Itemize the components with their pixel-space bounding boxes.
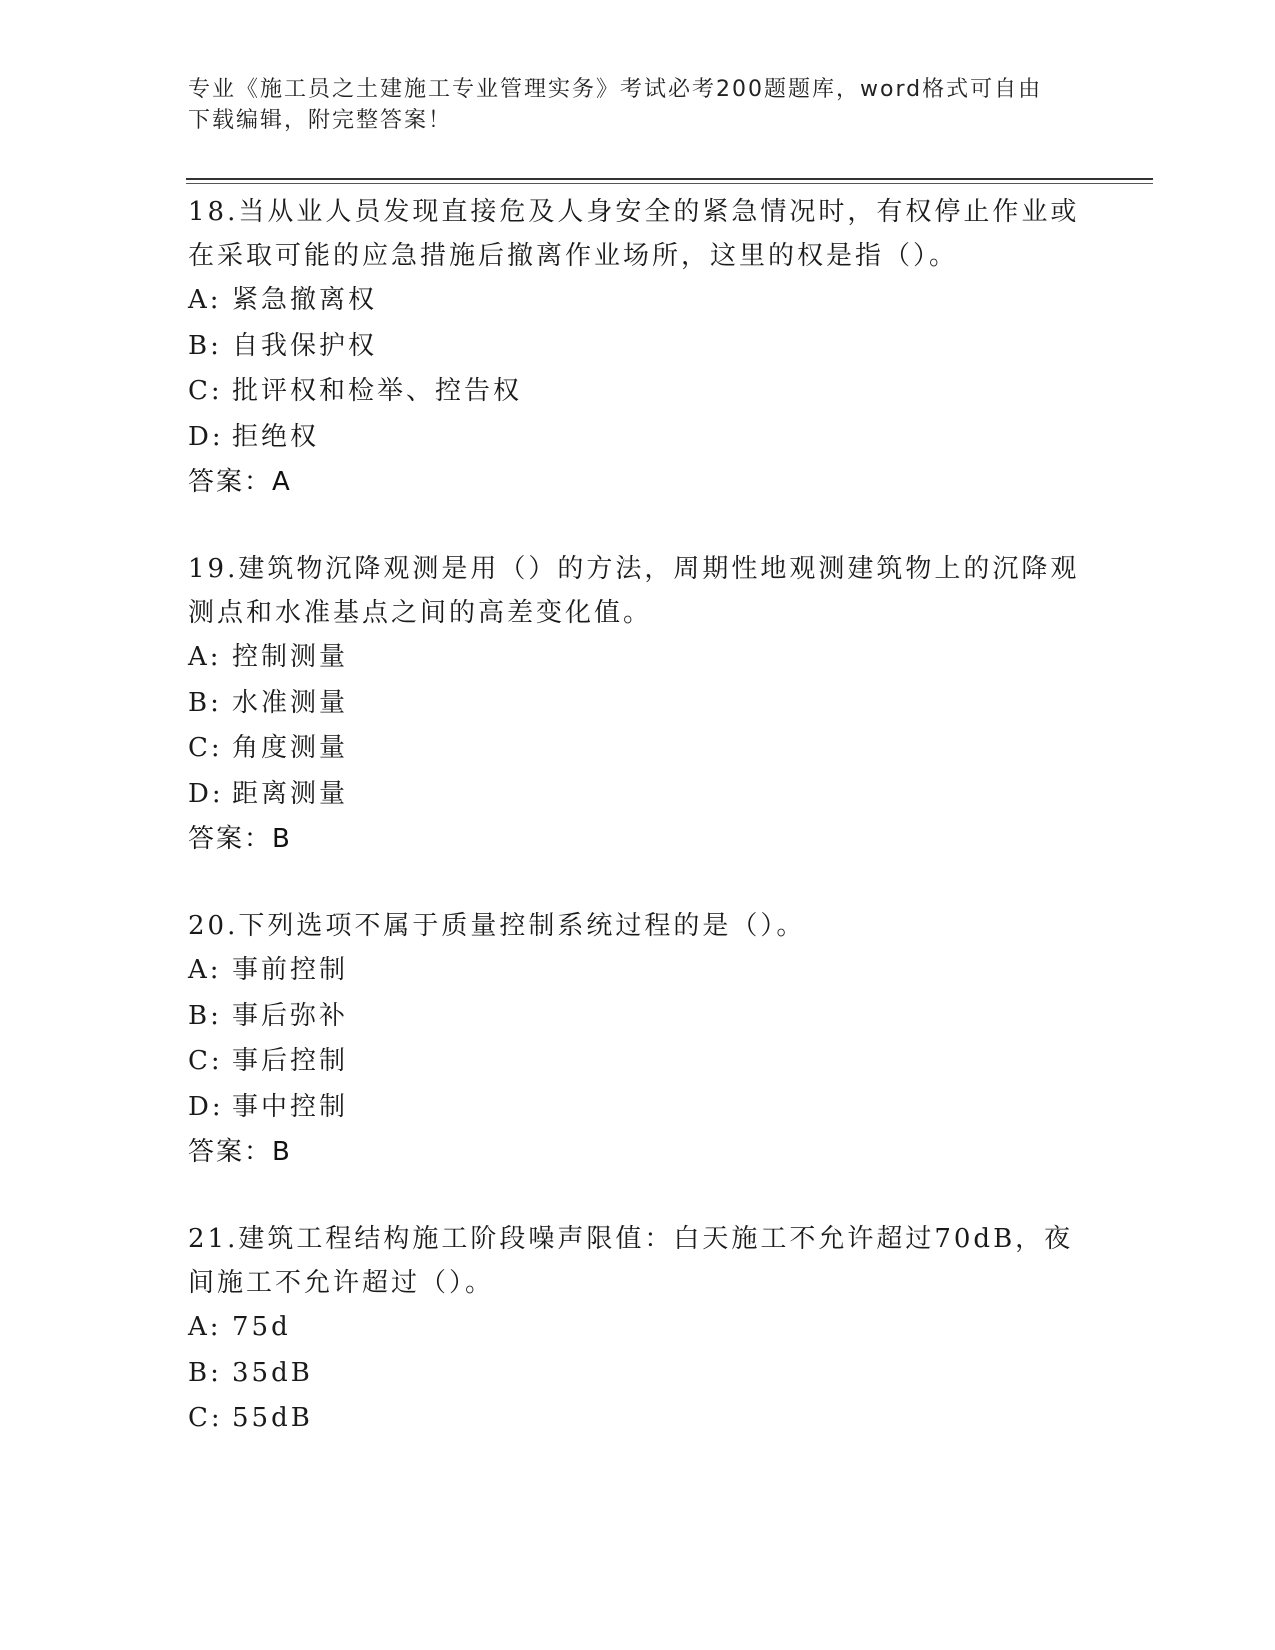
option-d: [188, 415, 1088, 461]
option-letter: C:: [188, 733, 223, 763]
option-letter: B:: [188, 687, 222, 718]
header-divider-thin: [186, 183, 1153, 184]
option-letter: D:: [188, 1091, 224, 1122]
option-text: 75d: [232, 1312, 291, 1342]
question-21: [188, 1217, 1088, 1442]
option-letter: B:: [188, 1000, 222, 1031]
option-letter: C:: [188, 1046, 223, 1076]
option-text: 距离测量: [232, 778, 349, 809]
option-c: [188, 369, 1088, 415]
header-divider-thick: [186, 178, 1153, 180]
option-text: 自我保护权: [232, 330, 378, 361]
option-text: 事中控制: [232, 1091, 349, 1122]
option-letter: A:: [188, 1312, 222, 1342]
question-18: [188, 190, 1088, 505]
option-b: [188, 994, 1088, 1040]
option-text: 角度测量: [232, 733, 349, 763]
option-letter: B:: [188, 1357, 222, 1388]
option-d: [188, 1085, 1088, 1131]
option-text: 事后弥补: [232, 1000, 349, 1031]
option-a: [188, 278, 1088, 324]
option-text: 批评权和检举、控告权: [232, 376, 523, 406]
answer-line: 答案：A: [188, 467, 292, 497]
option-text: 事前控制: [232, 955, 349, 985]
option-b: [188, 324, 1088, 370]
question-stem: 20.下列选项不属于质量控制系统过程的是（）。: [188, 911, 806, 941]
option-text: 55dB: [232, 1403, 313, 1433]
option-letter: A:: [188, 955, 222, 985]
option-c: [188, 1396, 1088, 1442]
question-stem: 18.当从业人员发现直接危及人身安全的紧急情况时，有权停止作业或在采取可能的应急措施后撤离作业场所，这里的权是指（）。: [188, 197, 1080, 271]
option-text: 水准测量: [232, 687, 349, 718]
question-list: [188, 190, 1088, 1484]
option-text: 事后控制: [232, 1046, 349, 1076]
option-text: 35dB: [232, 1357, 313, 1388]
option-letter: C:: [188, 376, 223, 406]
option-letter: A:: [188, 285, 222, 315]
option-letter: D:: [188, 778, 224, 809]
option-a: [188, 948, 1088, 994]
option-letter: D:: [188, 421, 224, 452]
option-text: 控制测量: [232, 642, 349, 672]
option-letter: A:: [188, 642, 222, 672]
question-stem: 19.建筑物沉降观测是用（）的方法，周期性地观测建筑物上的沉降观测点和水准基点之间的高差变化值。: [188, 554, 1080, 628]
option-c: [188, 726, 1088, 772]
question-20: [188, 904, 1088, 1175]
option-c: [188, 1039, 1088, 1085]
option-b: [188, 681, 1088, 727]
option-d: [188, 772, 1088, 818]
option-b: [188, 1351, 1088, 1397]
document-header: [188, 74, 1068, 136]
question-19: [188, 547, 1088, 862]
option-text: 拒绝权: [232, 421, 320, 452]
answer-line: 答案：B: [188, 1137, 292, 1167]
answer-line: 答案：B: [188, 824, 292, 854]
option-letter: B:: [188, 330, 222, 361]
question-stem: 21.建筑工程结构施工阶段噪声限值：白天施工不允许超过70dB，夜间施工不允许超过（）。: [188, 1224, 1074, 1298]
option-a: [188, 635, 1088, 681]
option-text: 紧急撤离权: [232, 285, 378, 315]
option-letter: C:: [188, 1403, 223, 1433]
option-a: [188, 1305, 1088, 1351]
header-line-2: 下载编辑，附完整答案！: [188, 108, 453, 133]
header-line-1: 专业《施工员之土建施工专业管理实务》考试必考200题题库，word格式可自由: [188, 77, 1043, 102]
